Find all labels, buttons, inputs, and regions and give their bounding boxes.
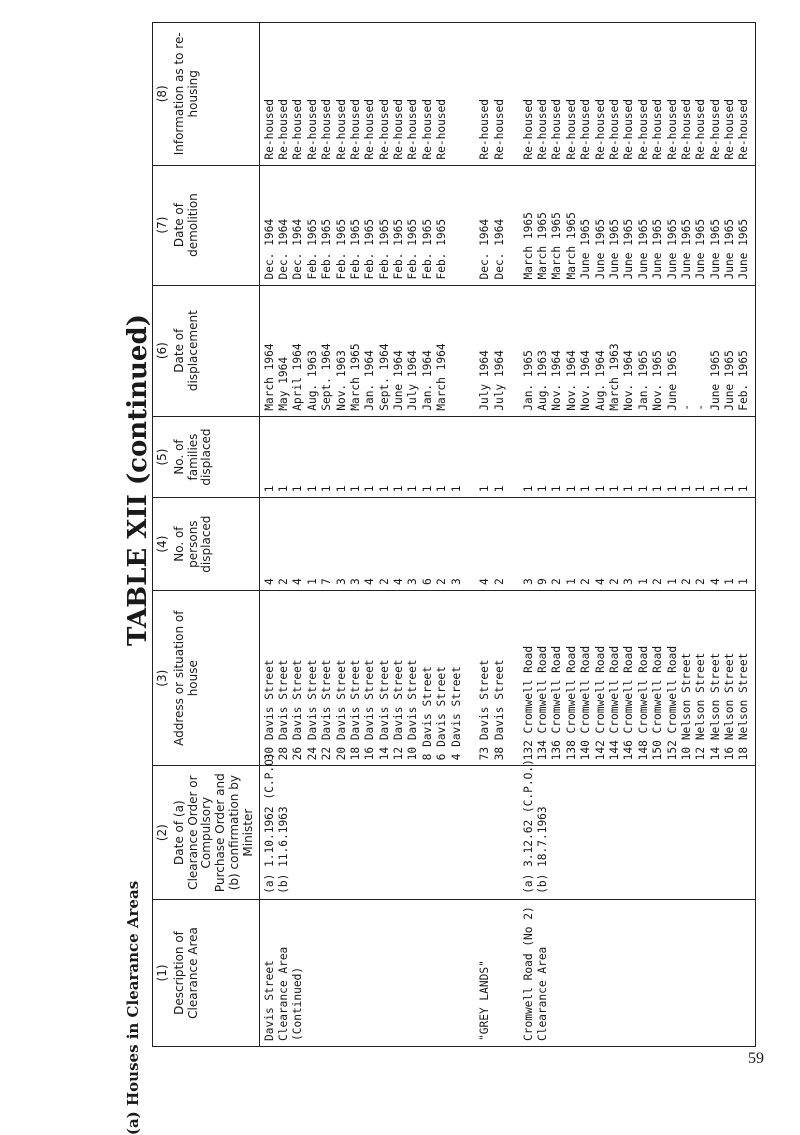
row-rehousing: Re-housed — [492, 98, 506, 160]
row-families: 1 — [593, 485, 607, 493]
row-rehousing: Re-housed — [348, 98, 362, 160]
row-persons: 3 — [521, 578, 535, 586]
row-families: 1 — [564, 485, 578, 493]
row-families: 1 — [636, 485, 650, 493]
row-rehousing: Re-housed — [708, 98, 722, 160]
row-rehousing: Re-housed — [392, 98, 406, 160]
row-address: 73 Davis Street — [478, 659, 492, 761]
row-demolished: June 1965 — [723, 218, 737, 280]
blank-line — [306, 771, 320, 894]
row-address: 38 Davis Street — [492, 659, 506, 761]
row-address: 12 Nelson Street — [694, 652, 708, 761]
row-address: 150 Cromwell Road — [651, 645, 665, 761]
row-persons: 3 — [348, 578, 362, 586]
row-families: 1 — [607, 485, 621, 493]
row-address: 6 Davis Street — [435, 666, 449, 761]
row-families: 1 — [579, 485, 593, 493]
blank-line — [737, 771, 751, 894]
row-persons: 4 — [291, 578, 305, 586]
blank-line — [709, 771, 723, 894]
row-demolished: March 1965 — [521, 212, 535, 280]
row-demolished: March 1965 — [564, 212, 578, 280]
row-demolished: June 1965 — [579, 218, 593, 280]
row-rehousing: Re-housed — [579, 98, 593, 160]
row-address: 140 Cromwell Road — [579, 645, 593, 761]
blank-line — [637, 905, 651, 1041]
row-families: 1 — [449, 485, 463, 493]
column-header-order-dates: (2) Date of (a) Clearance Order or Compulsory Purchase Order and (b) confirmation by Minister — [153, 766, 260, 900]
row-families: 1 — [536, 485, 549, 493]
row-rehousing: Re-housed — [406, 98, 420, 160]
blank-line — [363, 771, 377, 894]
row-persons: 1 — [305, 578, 319, 586]
blank-line — [651, 771, 665, 894]
row-families: 1 — [694, 485, 708, 493]
row-address: 10 Nelson Street — [679, 652, 693, 761]
row-rehousing: Re-housed — [420, 98, 434, 160]
table-body — [259, 23, 755, 1047]
table-header — [153, 23, 260, 1047]
row-displaced: Sept. 1964 — [320, 343, 334, 411]
row-address: 4 Davis Street — [449, 666, 463, 761]
row-demolished: Feb. 1965 — [420, 218, 434, 280]
row-demolished: June 1965 — [636, 218, 650, 280]
blank-line — [320, 905, 334, 1041]
column-header-displacement: (6) Date of displacement — [153, 285, 260, 416]
row-displaced: June 1965 — [708, 350, 722, 411]
row-demolished: June 1965 — [665, 218, 679, 280]
blank-line — [421, 905, 435, 1041]
row-address: 142 Cromwell Road — [593, 645, 607, 761]
row-rehousing: Re-housed — [334, 98, 348, 160]
row-families: 1 — [665, 485, 679, 493]
row-rehousing: Re-housed — [377, 98, 391, 160]
row-rehousing: Re-housed — [593, 98, 607, 160]
row-demolished: Feb. 1965 — [363, 218, 377, 280]
section-heading — [118, 880, 148, 1135]
row-rehousing: Re-housed — [636, 98, 650, 160]
row-persons: 4 — [262, 578, 276, 586]
row-rehousing: Re-housed — [694, 98, 708, 160]
blank-line — [335, 771, 349, 894]
row-address: 22 Davis Street — [320, 659, 334, 761]
row-demolished: Feb. 1965 — [406, 218, 420, 280]
row-demolished: Feb. 1965 — [348, 218, 362, 280]
row-demolished: Dec. 1964 — [291, 218, 305, 280]
row-persons: 1 — [665, 578, 679, 586]
column-header-families: (5) No. of families displaced — [153, 416, 260, 497]
row-rehousing: Re-housed — [435, 98, 449, 160]
displacement-cell — [259, 285, 755, 416]
row-displaced: Nov. 1965 — [651, 350, 665, 411]
row-displaced: May 1964 — [276, 356, 290, 411]
row-demolished: March 1965 — [536, 212, 549, 280]
row-families: 1 — [377, 485, 391, 493]
row-families: 1 — [305, 485, 319, 493]
blank-line — [550, 905, 564, 1041]
blank-line — [737, 905, 751, 1041]
blank-line — [406, 905, 420, 1041]
row-displaced: - — [694, 404, 708, 411]
row-address: 148 Cromwell Road — [636, 645, 650, 761]
row-families: 1 — [320, 485, 334, 493]
row-persons: 3 — [622, 578, 636, 586]
row-address: 28 Davis Street — [276, 659, 290, 761]
page-number: 59 — [748, 1050, 764, 1067]
row-displaced: Sept. 1964 — [377, 343, 391, 411]
row-persons: 3 — [406, 578, 420, 586]
blank-line — [637, 771, 651, 894]
column-header-area: (1) Description of Clearance Area — [153, 899, 260, 1046]
blank-line — [723, 905, 737, 1041]
row-demolished: June 1965 — [651, 218, 665, 280]
blank-line — [478, 771, 492, 894]
area-cell — [259, 899, 755, 1046]
row-demolished: June 1965 — [607, 218, 621, 280]
row-families: 1 — [334, 485, 348, 493]
row-displaced: Nov. 1964 — [550, 350, 564, 411]
row-rehousing: Re-housed — [723, 98, 737, 160]
row-address: 14 Davis Street — [377, 659, 391, 761]
order-date: (a) 3.12.62 (C.P.O.) — [521, 759, 535, 894]
row-displaced — [450, 291, 464, 411]
row-persons: 1 — [564, 578, 578, 586]
row-address: 12 Davis Street — [392, 659, 406, 761]
row-families: 1 — [262, 485, 276, 493]
row-families: 1 — [679, 485, 693, 493]
row-displaced: Jan. 1964 — [363, 350, 377, 411]
blank-line — [651, 905, 665, 1041]
row-persons: 2 — [694, 578, 708, 586]
row-families: 1 — [550, 485, 564, 493]
row-displaced: June 1965 — [723, 350, 737, 411]
blank-line — [291, 771, 305, 894]
row-demolished: Feb. 1965 — [305, 218, 319, 280]
row-rehousing: Re-housed — [305, 98, 319, 160]
blank-line — [608, 905, 622, 1041]
clearance-area-name: Davis Street — [262, 960, 276, 1041]
orders-cell — [259, 752, 755, 900]
row-displaced: Nov. 1964 — [564, 350, 578, 411]
row-persons: 2 — [579, 578, 593, 586]
column-header-address: (3) Address or situation of house — [153, 591, 260, 766]
blank-line — [335, 905, 349, 1041]
row-displaced: Aug. 1963 — [305, 350, 319, 411]
row-displaced: Feb. 1965 — [737, 350, 751, 411]
order-date: (b) 11.6.1963 — [276, 806, 290, 894]
row-families: 1 — [276, 485, 290, 493]
column-header-demolition: (7) Date of demolition — [153, 165, 260, 285]
row-rehousing: Re-housed — [679, 98, 693, 160]
row-rehousing: Re-housed — [478, 98, 492, 160]
row-displaced: June 1964 — [392, 350, 406, 411]
blank-line — [666, 771, 680, 894]
row-rehousing: Re-housed — [291, 98, 305, 160]
row-address: 16 Nelson Street — [723, 652, 737, 761]
row-demolished: Feb. 1965 — [392, 218, 406, 280]
address-cell — [259, 591, 755, 766]
row-families: 1 — [737, 485, 751, 493]
row-persons: 4 — [708, 578, 722, 586]
row-address: 24 Davis Street — [305, 659, 319, 761]
row-persons: 9 — [536, 578, 549, 586]
row-demolished: June 1965 — [679, 218, 693, 280]
clearance-area-name: Clearance Area — [276, 946, 290, 1041]
row-persons: 2 — [651, 578, 665, 586]
row-address: 138 Cromwell Road — [564, 645, 578, 761]
row-demolished — [450, 171, 464, 280]
blank-line — [622, 905, 636, 1041]
families-cell — [259, 416, 755, 497]
row-displaced: Nov. 1964 — [622, 350, 636, 411]
row-displaced: Aug. 1963 — [536, 350, 549, 411]
clearance-table-rotated — [152, 22, 751, 1047]
row-displaced: March 1963 — [607, 343, 621, 411]
row-rehousing: Re-housed — [363, 98, 377, 160]
blank-line — [435, 905, 449, 1041]
row-rehousing: Re-housed — [550, 98, 564, 160]
blank-line — [493, 905, 507, 1041]
row-persons: 3 — [449, 578, 463, 586]
row-address: 134 Cromwell Road — [536, 645, 549, 761]
row-persons: 2 — [377, 578, 391, 586]
blank-line — [694, 771, 708, 894]
row-displaced: Jan. 1965 — [521, 350, 535, 411]
row-address: 144 Cromwell Road — [607, 645, 621, 761]
row-rehousing: Re-housed — [607, 98, 621, 160]
row-demolished: June 1965 — [622, 218, 636, 280]
row-displaced: July 1964 — [478, 350, 492, 411]
row-rehousing — [450, 28, 464, 160]
row-address: 8 Davis Street — [420, 666, 434, 761]
row-displaced: June 1965 — [665, 350, 679, 411]
row-rehousing: Re-housed — [564, 98, 578, 160]
row-persons: 4 — [478, 578, 492, 586]
row-persons: 2 — [492, 578, 506, 586]
row-families: 1 — [363, 485, 377, 493]
blank-line — [550, 771, 564, 894]
section-title: (a) Houses in Clearance Areas — [124, 880, 142, 1135]
row-displaced: April 1964 — [291, 343, 305, 411]
row-displaced: Nov. 1963 — [334, 350, 348, 411]
row-families: 1 — [348, 485, 362, 493]
row-rehousing: Re-housed — [622, 98, 636, 160]
row-address: 18 Nelson Street — [737, 652, 751, 761]
row-address: 20 Davis Street — [334, 659, 348, 761]
row-address: 26 Davis Street — [291, 659, 305, 761]
blank-line — [594, 905, 608, 1041]
row-persons: 4 — [363, 578, 377, 586]
blank-line — [680, 905, 694, 1041]
blank-line — [565, 771, 579, 894]
blank-line — [666, 905, 680, 1041]
blank-line — [680, 771, 694, 894]
blank-line — [378, 771, 392, 894]
row-displaced: Nov. 1964 — [579, 350, 593, 411]
demolition-cell — [259, 165, 755, 285]
row-persons: 1 — [636, 578, 650, 586]
row-demolished: June 1965 — [694, 218, 708, 280]
order-date: (a) 1.10.1962 (C.P.O) — [262, 752, 276, 894]
row-demolished: Dec. 1964 — [276, 218, 290, 280]
blank-line — [450, 905, 464, 1041]
blank-line — [349, 771, 363, 894]
table-title: TABLE XII (continued) — [123, 314, 153, 646]
row-families: 1 — [708, 485, 722, 493]
row-persons: 2 — [276, 578, 290, 586]
row-demolished: June 1965 — [593, 218, 607, 280]
row-families: 1 — [406, 485, 420, 493]
row-demolished: Dec. 1964 — [478, 218, 492, 280]
row-address: 14 Nelson Street — [708, 652, 722, 761]
row-demolished: Feb. 1965 — [334, 218, 348, 280]
row-persons: 3 — [334, 578, 348, 586]
row-demolished: Dec. 1964 — [492, 218, 506, 280]
row-displaced: Aug. 1964 — [593, 350, 607, 411]
row-address: 152 Cromwell Road — [665, 645, 679, 761]
row-displaced: July 1964 — [492, 350, 506, 411]
row-families: 1 — [651, 485, 665, 493]
row-families: 1 — [291, 485, 305, 493]
blank-line — [694, 905, 708, 1041]
blank-line — [608, 771, 622, 894]
row-persons: 4 — [593, 578, 607, 586]
column-header-rehousing: (8) Information as to re-housing — [153, 23, 260, 166]
row-persons: 2 — [435, 578, 449, 586]
row-persons: 2 — [679, 578, 693, 586]
row-displaced: July 1964 — [406, 350, 420, 411]
row-address: 16 Davis Street — [363, 659, 377, 761]
row-families: 1 — [492, 485, 506, 493]
row-rehousing: Re-housed — [536, 98, 549, 160]
blank-line — [723, 771, 737, 894]
row-persons: 7 — [320, 578, 334, 586]
row-address: 18 Davis Street — [348, 659, 362, 761]
row-persons: 1 — [737, 578, 751, 586]
row-demolished: Feb. 1965 — [377, 218, 391, 280]
blank-line — [349, 905, 363, 1041]
blank-line — [594, 771, 608, 894]
order-date: (b) 18.7.1963 — [536, 806, 549, 894]
row-demolished: Feb. 1965 — [320, 218, 334, 280]
row-persons: 6 — [420, 578, 434, 586]
row-persons: 4 — [392, 578, 406, 586]
row-displaced: March 1964 — [435, 343, 449, 411]
row-rehousing: Re-housed — [665, 98, 679, 160]
blank-line — [579, 905, 593, 1041]
row-rehousing: Re-housed — [651, 98, 665, 160]
rehousing-cell — [259, 23, 755, 166]
row-displaced: Jan. 1964 — [420, 350, 434, 411]
row-address: 30 Davis Street — [262, 659, 276, 761]
row-persons: 2 — [550, 578, 564, 586]
row-persons: 1 — [723, 578, 737, 586]
row-displaced: - — [679, 404, 693, 411]
row-families: 1 — [435, 485, 449, 493]
blank-line — [421, 771, 435, 894]
row-address: 10 Davis Street — [406, 659, 420, 761]
row-displaced: March 1965 — [348, 343, 362, 411]
blank-line — [493, 771, 507, 894]
blank-line — [709, 905, 723, 1041]
blank-line — [579, 771, 593, 894]
row-displaced: Jan. 1965 — [636, 350, 650, 411]
row-address: 136 Cromwell Road — [550, 645, 564, 761]
row-persons: 2 — [607, 578, 621, 586]
row-demolished: March 1965 — [550, 212, 564, 280]
row-demolished: June 1965 — [737, 218, 751, 280]
row-displaced: March 1964 — [262, 343, 276, 411]
row-rehousing: Re-housed — [276, 98, 290, 160]
persons-cell — [259, 498, 755, 591]
blank-line — [435, 771, 449, 894]
blank-line — [565, 905, 579, 1041]
row-rehousing: Re-housed — [262, 98, 276, 160]
blank-line — [392, 771, 406, 894]
row-rehousing: Re-housed — [737, 98, 751, 160]
blank-line — [378, 905, 392, 1041]
row-families: 1 — [420, 485, 434, 493]
row-demolished: Feb. 1965 — [435, 218, 449, 280]
row-address: 146 Cromwell Road — [622, 645, 636, 761]
row-families: 1 — [392, 485, 406, 493]
row-address: 132 Cromwell Road — [521, 645, 535, 761]
row-families: 1 — [478, 485, 492, 493]
blank-line — [622, 771, 636, 894]
blank-line — [320, 771, 334, 894]
row-families: 1 — [622, 485, 636, 493]
row-rehousing: Re-housed — [320, 98, 334, 160]
row-rehousing: Re-housed — [521, 98, 535, 160]
blank-line — [363, 905, 377, 1041]
blank-line — [406, 771, 420, 894]
column-header-persons: (4) No. of persons displaced — [153, 498, 260, 591]
clearance-area-name: "GREY LANDS" — [478, 960, 492, 1041]
clearance-area-name: (Continued) — [291, 966, 305, 1041]
clearance-area-name: Cromwell Road (No 2) — [521, 906, 535, 1041]
blank-line — [392, 905, 406, 1041]
row-families: 1 — [723, 485, 737, 493]
row-demolished: June 1965 — [708, 218, 722, 280]
clearance-table — [152, 22, 756, 1047]
row-demolished: Dec. 1964 — [262, 218, 276, 280]
table-row — [259, 23, 755, 1047]
clearance-area-name: Clearance Area — [536, 946, 549, 1041]
blank-line — [450, 771, 464, 894]
row-families: 1 — [521, 485, 535, 493]
blank-line — [306, 905, 320, 1041]
